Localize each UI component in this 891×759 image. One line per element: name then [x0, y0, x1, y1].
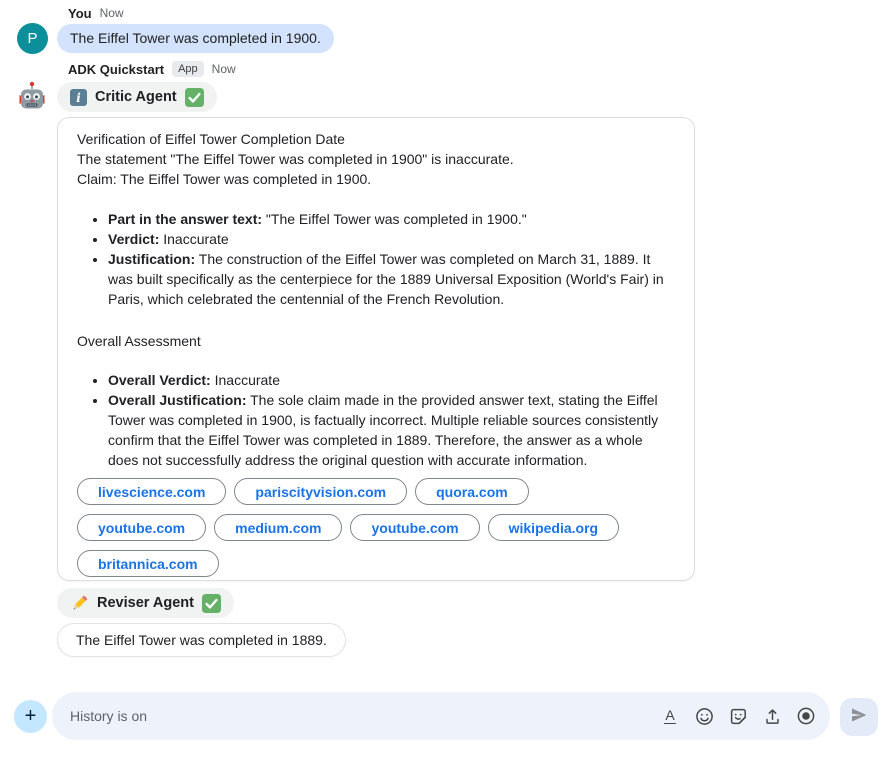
user-message-bubble: The Eiffel Tower was completed in 1900. — [57, 24, 334, 53]
reviser-agent-header — [57, 588, 234, 618]
send-button[interactable] — [840, 698, 878, 736]
bullet-verdict: • Verdict: Inaccurate — [108, 229, 675, 249]
format-text-icon[interactable]: A — [665, 707, 675, 723]
app-badge: App — [172, 61, 204, 77]
bullet-part-in-answer: • Part in the answer text: "The Eiffel Tower was completed in 1900." — [108, 209, 675, 229]
source-chip[interactable]: medium.com — [214, 514, 342, 541]
bullet-overall-justification: • Overall Justification: The sole claim made in the provided answer text, stating the Eiffel Tower was completed in 1900, is factually incorrect. Multiple reliable sources consistently confirm that the Eiffel Tower was completed in 1889. Therefore, the answer as a whole does not successfully address the original question with accurate information. — [108, 390, 675, 470]
source-chip[interactable]: quora.com — [415, 478, 529, 505]
user-avatar-letter: P — [27, 30, 38, 47]
overall-assessment-title: Overall Assessment — [77, 333, 201, 349]
source-chip[interactable]: wikipedia.org — [488, 514, 619, 541]
composer — [52, 692, 830, 740]
pencil-icon — [70, 594, 89, 613]
reviser-answer-bubble: The Eiffel Tower was completed in 1889. — [57, 623, 346, 657]
check-mark-icon — [185, 88, 204, 107]
reviser-agent-title: Reviser Agent — [97, 595, 194, 611]
claim-bullet-list — [77, 209, 675, 309]
sticker-icon[interactable] — [728, 706, 748, 726]
user-message-header — [68, 5, 124, 21]
app-message-time: Now — [211, 62, 236, 76]
critic-agent-title: Critic Agent — [95, 89, 177, 105]
card-statement: The statement "The Eiffel Tower was completed in 1900" is inaccurate. — [77, 151, 514, 167]
check-mark-icon — [202, 594, 221, 613]
source-chips — [77, 478, 675, 577]
critic-agent-header — [57, 82, 217, 112]
user-message-time: Now — [99, 6, 124, 20]
bullet-overall-verdict: • Overall Verdict: Inaccurate — [108, 370, 675, 390]
bot-avatar[interactable] — [15, 80, 49, 114]
add-attachment-button[interactable] — [14, 700, 47, 733]
source-chip[interactable]: livescience.com — [77, 478, 226, 505]
composer-toolbar — [660, 706, 816, 726]
robot-icon — [15, 80, 49, 114]
card-title: Verification of Eiffel Tower Completion Date — [77, 131, 345, 147]
message-input[interactable] — [52, 708, 660, 724]
svg-text:i: i — [76, 90, 81, 105]
record-icon[interactable] — [796, 706, 816, 726]
overall-bullet-list — [77, 370, 675, 470]
source-chip[interactable]: youtube.com — [350, 514, 479, 541]
send-icon — [849, 705, 869, 730]
source-chip[interactable]: pariscityvision.com — [234, 478, 407, 505]
card-claim: Claim: The Eiffel Tower was completed in 1900. — [77, 171, 372, 187]
user-avatar[interactable] — [17, 23, 48, 54]
critic-verification-card — [57, 117, 695, 581]
info-icon — [70, 89, 87, 106]
source-chip[interactable]: britannica.com — [77, 550, 219, 577]
plus-icon: + — [24, 705, 37, 727]
source-chip[interactable]: youtube.com — [77, 514, 206, 541]
user-sender-name: You — [68, 5, 92, 21]
emoji-icon[interactable] — [694, 706, 714, 726]
upload-icon[interactable] — [762, 706, 782, 726]
bullet-justification: • Justification: The construction of the Eiffel Tower was completed on March 31, 1889. It was built specifically as the centerpiece for the 1889 Universal Exposition (World's Fair) in Paris, which celebrated the centennial of the French Revolution. — [108, 249, 675, 309]
app-message-header — [68, 61, 236, 77]
app-sender-name: ADK Quickstart — [68, 61, 165, 77]
